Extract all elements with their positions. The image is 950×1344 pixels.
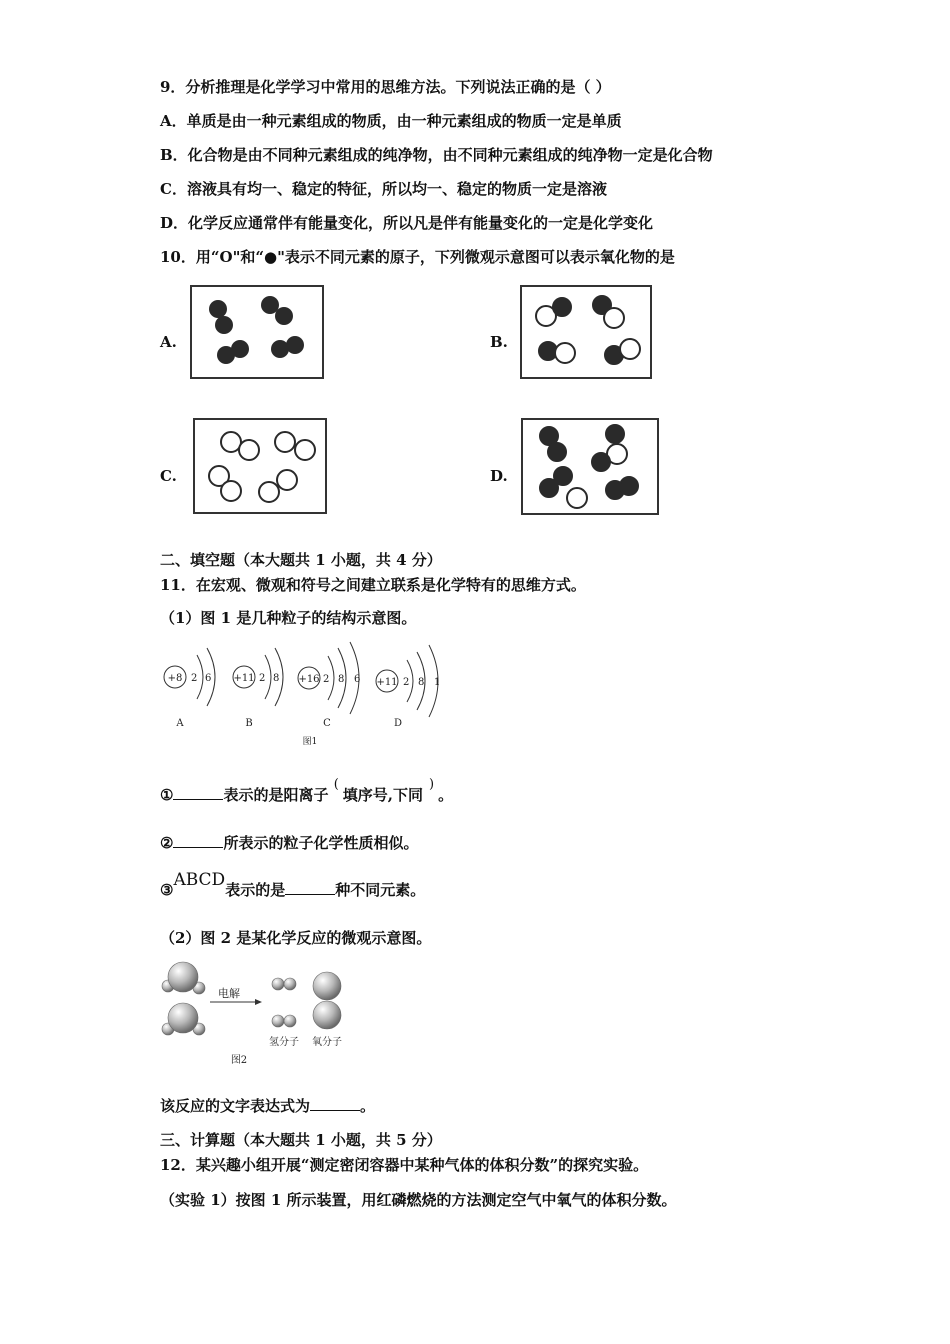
section3-heading: 三、计算题（本大题共 1 小题，共 5 分） [160,1131,442,1149]
q11-part2: （2）图 2 是某化学反应的微观示意图。 [160,929,432,947]
q11-blank1-right-paren: ) [429,777,435,792]
q12-stem: 12．某兴趣小组开展“测定密闭容器中某种气体的体积分数”的探究实验。 [160,1156,649,1174]
figure2-caption: 图2 [230,1055,248,1066]
atom-d-shell-3: 1 [434,677,441,688]
figure1-caption: 图1 [302,737,318,747]
q11-blank1-text: 表示的是阳离子 [223,786,329,804]
molecule-diagram-c [195,420,325,512]
atom-d-label: D [393,718,403,729]
answer-blank-4[interactable] [310,1096,360,1111]
figure1-atomic-structures [155,640,455,750]
molecule-diagram-b [522,287,650,377]
q11-blank3-abcd: ABCD [173,870,226,890]
q11-blank2-line [160,833,418,853]
figure2-arrow-label: 电解 [218,987,240,1000]
figure2-oxygen-label: 氧分子 [312,1037,342,1048]
figure2-svg [155,958,365,1073]
atom-b-shell-2: 8 [273,673,280,684]
q10-stem: 10．用“O"和“●"表示不同元素的原子，下列微观示意图可以表示氧化物的是 [160,248,675,266]
q11-blank1-left-paren: ( [333,777,339,792]
atom-d-shell-2: 8 [418,677,425,688]
q10-label-b: B. [490,333,508,351]
q9-option-d: D．化学反应通常伴有能量变化，所以凡是伴有能量变化的一定是化学变化 [160,214,654,232]
q9-option-c: C．溶液具有均一、稳定的特征，所以均一、稳定的物质一定是溶液 [160,180,607,198]
q11-equation-end: 。 [360,1097,376,1115]
atom-a-shell-1: 2 [191,673,198,684]
q11-blank1-marker: ① [160,786,174,804]
q10-label-d: D. [490,467,508,485]
answer-blank-3[interactable] [285,880,335,895]
q11-stem: 11．在宏观、微观和符号之间建立联系是化学特有的思维方式。 [160,576,586,594]
q11-blank3-marker: ③ [160,881,174,899]
atom-d-shell-1: 2 [403,677,410,688]
q9-option-a: A．单质是由一种元素组成的物质，由一种元素组成的物质一定是单质 [160,112,622,130]
atom-a-label: A [176,718,184,729]
molecule-diagram-a [192,287,322,377]
q11-blank2-text: 所表示的粒子化学性质相似。 [223,834,419,852]
atom-d-nucleus: +11 [376,677,398,688]
q11-blank2-marker: ② [160,834,174,852]
figure1-svg [155,640,455,750]
q10-label-a: A. [160,333,177,351]
q9-option-b: B．化合物是由不同种元素组成的纯净物，由不同种元素组成的纯净物一定是化合物 [160,146,713,164]
answer-blank-2[interactable] [173,833,223,848]
q11-blank3-line [160,870,426,900]
atom-c-label: C [323,718,331,729]
q11-part1: （1）图 1 是几种粒子的结构示意图。 [160,609,417,627]
q10-diagram-c [193,418,327,514]
section2-heading: 二、填空题（本大题共 1 小题，共 4 分） [160,551,442,569]
q10-label-c: C. [160,467,177,485]
figure2-electrolysis [155,958,365,1073]
q11-blank1-note: 填序号,下同 [342,786,424,804]
atom-c-shell-2: 8 [338,674,345,685]
q12-experiment1: （实验 1）按图 1 所示装置，用红磷燃烧的方法测定空气中氧气的体积分数。 [160,1191,677,1209]
q10-diagram-d [521,418,659,515]
q10-diagram-b [520,285,652,379]
atom-c-shell-3: 6 [354,674,361,685]
q10-diagram-a [190,285,324,379]
atom-c-shell-1: 2 [323,674,330,685]
q11-blank3-end: 种不同元素。 [335,881,426,899]
atom-b-label: B [245,718,253,729]
molecule-diagram-d [523,420,657,513]
atom-a-shell-2: 6 [205,673,212,684]
atom-a-nucleus: +8 [167,673,183,684]
q11-blank1-end: 。 [438,786,454,804]
atom-b-nucleus: +11 [233,673,255,684]
q11-blank1-line [160,777,454,807]
q11-equation-text: 该反应的文字表达式为 [160,1097,311,1115]
atom-c-nucleus: +16 [298,674,320,685]
atom-b-shell-1: 2 [259,673,266,684]
answer-blank-1[interactable] [173,785,223,800]
q9-stem: 9．分析推理是化学学习中常用的思维方法。下列说法正确的是（ ） [160,78,611,96]
q11-equation-line [160,1096,375,1116]
figure2-hydrogen-label: 氢分子 [269,1037,299,1048]
q11-blank3-text: 表示的是 [225,881,286,899]
